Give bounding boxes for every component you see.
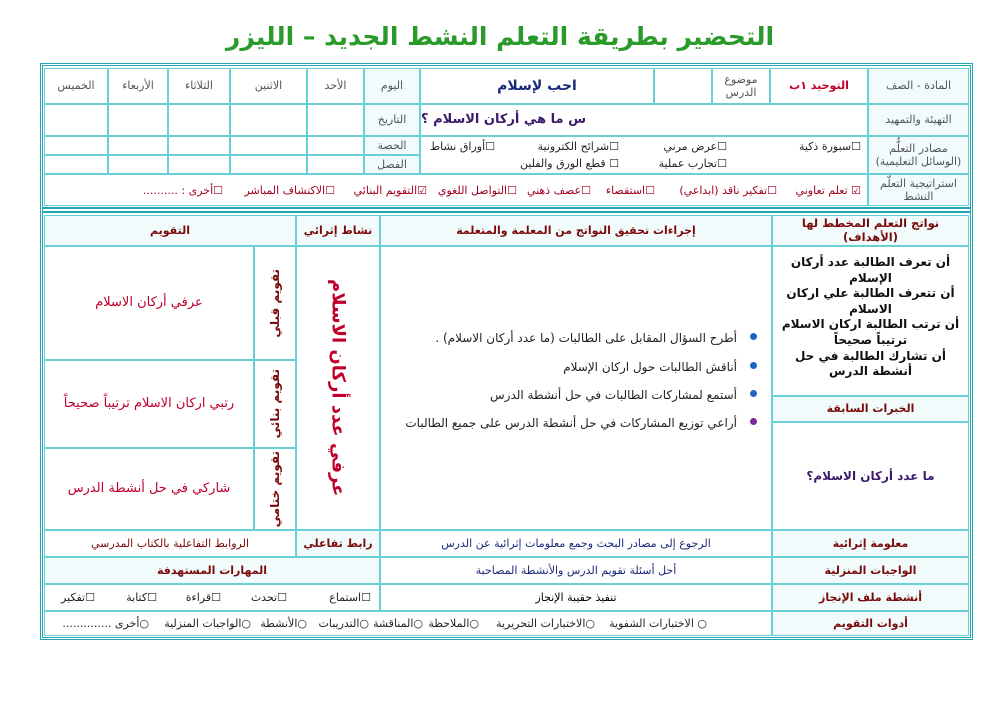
assessment-type-final: تقويم ختامي — [254, 448, 296, 530]
outcome-item: أن تعرف الطالبة عدد أركان الإسلام — [790, 255, 951, 285]
date-tue[interactable] — [168, 104, 230, 136]
bullet-icon — [750, 333, 757, 340]
skill-reading[interactable]: ☐قراءة — [185, 591, 221, 604]
period-wed[interactable] — [108, 136, 168, 155]
skill-writing[interactable]: ☐كتابة — [126, 591, 157, 604]
resource-video[interactable]: ☐عرض مرني — [663, 140, 727, 153]
subject-label: المادة - الصف — [868, 68, 969, 104]
class-wed[interactable] — [108, 155, 168, 174]
portfolio-value: تنفيذ حقيبة الإنجاز — [380, 584, 772, 611]
tool-observation[interactable]: ○الملاحظة — [428, 617, 479, 630]
day-wednesday: الأربعاء — [108, 68, 168, 104]
assessment-final-text: شاركي في حل أنشطة الدرس — [44, 448, 254, 530]
strategy-other[interactable]: ☐أخرى : .......... — [142, 184, 223, 197]
resource-worksheets[interactable]: ☐أوراق نشاط — [429, 140, 495, 153]
strategy-box — [44, 174, 868, 206]
activity-text: عرفي عدد أركان الاسلام — [327, 279, 349, 497]
class-thu[interactable] — [44, 155, 108, 174]
resource-slides[interactable]: ☐شرائح الكترونية — [537, 140, 619, 153]
topic-value: احب لإسلام — [420, 68, 654, 104]
homework-value: أحل أسئلة تقويم الدرس والأنشطة المصاحبة — [380, 557, 772, 584]
prior-label: الخبرات السابقة — [772, 396, 969, 422]
date-thu[interactable] — [44, 104, 108, 136]
intro-label: التهيئة والتمهيد — [868, 104, 969, 136]
date-sun[interactable] — [307, 104, 364, 136]
strategy-inquiry[interactable]: ☐استقصاء — [605, 184, 655, 197]
tool-exercises[interactable]: ○التدريبات — [318, 617, 369, 630]
assessment-type-formative: تقويم بنائي — [254, 360, 296, 448]
procedures-box — [380, 246, 772, 530]
day-label: اليوم — [364, 68, 420, 104]
period-mon[interactable] — [230, 136, 307, 155]
tool-written[interactable]: ○الاختبارات التحريرية — [496, 617, 595, 630]
resources-box — [420, 136, 868, 174]
tool-discussion[interactable]: ○المناقشة — [372, 617, 423, 630]
resource-experiments[interactable]: ☐تجارب عملية — [658, 157, 727, 170]
resource-smartboard[interactable]: ☐سبورة ذكية — [798, 140, 861, 153]
tools-box — [44, 611, 772, 636]
subject-value: التوحيد ١ب — [770, 68, 868, 104]
date-label: التاريخ — [364, 104, 420, 136]
assessment-formative-text: رتبي اركان الاسلام ترتيباً صحيحاً — [44, 360, 254, 448]
portfolio-label: أنشطة ملف الإنجاز — [772, 584, 969, 611]
resources-label: مصادر التعلُّم (الوسائل التعليمية) — [868, 136, 969, 174]
procedure-item: أطرح السؤال المقابل على الطالبات (ما عدد أركان الاسلام) . — [391, 331, 761, 345]
class-label: الفصل — [364, 155, 420, 174]
outcome-item: أن تشارك الطالبة في حل أنشطة الدرس — [794, 348, 947, 379]
page-title: التحضير بطريقة التعلم النشط الجديد – الليزر — [225, 22, 775, 51]
strategy-communication[interactable]: ☐التواصل اللغوي — [437, 184, 517, 197]
assessment-pre-text: عرفي أركان الاسلام — [44, 246, 254, 360]
prior-value: ما عدد أركان الاسلام؟ — [772, 422, 969, 530]
procedure-item: أستمع لمشاركات الطالبات في حل أنشطة الدرس — [391, 388, 761, 402]
assessment-header: التقويم — [44, 215, 296, 246]
strategy-label: استراتيجية التعلُّم النشط — [868, 174, 969, 206]
tool-oral[interactable]: ○ الاختبارات الشفوية — [609, 617, 707, 630]
strategy-critical[interactable]: ☐تفكير ناقد (ابداعي) — [679, 184, 777, 197]
intro-value: س ما هي أركان الاسلام ؟ — [420, 104, 868, 136]
day-monday: الاثنين — [230, 68, 307, 104]
activity-header: نشاط إثرائي — [296, 215, 380, 246]
day-tuesday: الثلاثاء — [168, 68, 230, 104]
outcomes-list — [772, 246, 969, 396]
strategy-discovery[interactable]: ☐الاكتشاف المباشر — [244, 184, 335, 197]
procedure-item: أراعي توزيع المشاركات في حل أنشطة الدرس على جميع الطالبات — [391, 416, 761, 430]
strategy-brainstorm[interactable]: ☐عصف ذهني — [526, 184, 591, 197]
section-separator — [42, 207, 971, 213]
assessment-type-pre: تقويم قبلي — [254, 246, 296, 360]
homework-label: الواجبات المنزلية — [772, 557, 969, 584]
period-thu[interactable] — [44, 136, 108, 155]
enrichment-label: معلومة إثرائية — [772, 530, 969, 557]
skills-box — [44, 584, 380, 611]
procedure-item: أناقش الطالبات حول اركان الإسلام — [391, 360, 761, 374]
interactive-label: رابط تفاعلي — [296, 530, 380, 557]
bullet-icon — [750, 390, 757, 397]
strategy-cooperative[interactable]: ☑ تعلم تعاوني — [795, 184, 861, 197]
procedures-list — [391, 331, 761, 445]
tools-label: أدوات التقويم — [772, 611, 969, 636]
skill-thinking[interactable]: ☐تفكير — [61, 591, 95, 604]
period-sun[interactable] — [307, 136, 364, 155]
skill-speaking[interactable]: ☐تحدث — [250, 591, 287, 604]
topic-label: موضوع الدرس — [712, 68, 770, 104]
procedures-header: إجراءات تحقيق النواتج من المعلمة والمتعلمة — [380, 215, 772, 246]
resource-paper-foam[interactable]: ☐ قطع الورق والفلين — [519, 157, 619, 170]
activity-box — [296, 246, 380, 530]
outcomes-header: نواتج التعلم المخطط لها (الأهداف) — [772, 215, 969, 246]
enrichment-value: الرجوع إلى مصادر البحث وجمع معلومات إثرائية عن الدرس — [380, 530, 772, 557]
tool-homework[interactable]: ○الواجبات المنزلية — [164, 617, 251, 630]
class-tue[interactable] — [168, 155, 230, 174]
date-mon[interactable] — [230, 104, 307, 136]
class-mon[interactable] — [230, 155, 307, 174]
skills-label: المهارات المستهدفة — [44, 557, 380, 584]
outcome-item: أن ترتب الطالبة اركان الاسلام ترتيباً صحيحاً — [781, 317, 960, 347]
day-sunday: الأحد — [307, 68, 364, 104]
tool-other[interactable]: ○أخرى .............. — [62, 617, 149, 630]
bullet-icon — [750, 418, 757, 425]
skill-listening[interactable]: ☐استماع — [329, 591, 371, 604]
outcome-item: أن تتعرف الطالبة علي اركان الاسلام — [786, 286, 955, 316]
period-tue[interactable] — [168, 136, 230, 155]
bullet-icon — [750, 362, 757, 369]
interactive-value[interactable]: الروابط التفاعلية بالكتاب المدرسي — [44, 530, 296, 557]
period-label: الحصة — [364, 136, 420, 155]
class-sun[interactable] — [307, 155, 364, 174]
strategy-formative[interactable]: ☑التقويم البنائي — [353, 184, 427, 197]
topic-spacer — [654, 68, 712, 104]
day-thursday: الخميس — [44, 68, 108, 104]
date-wed[interactable] — [108, 104, 168, 136]
tool-activities[interactable]: ○الأنشطة — [260, 617, 307, 630]
